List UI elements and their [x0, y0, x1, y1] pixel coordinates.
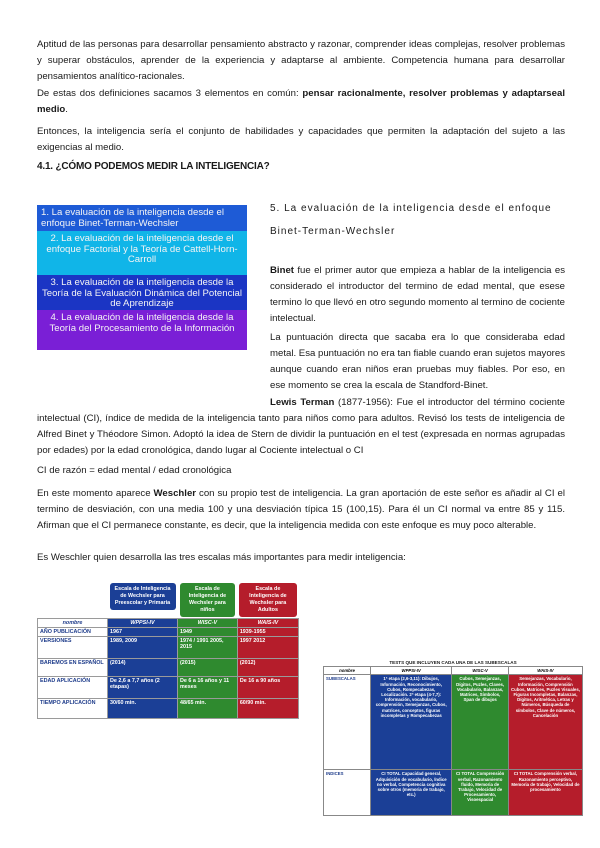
table1-cell: 1939-1955 [237, 628, 298, 637]
table1-cell: (2012) [237, 659, 298, 677]
table2-title: TESTS QUE INCLUYEN CADA UNA DE LAS SUBESCALAS [389, 660, 517, 665]
table1-cell: (2014) [108, 659, 178, 677]
table1-row-label: BAREMOS EN ESPAÑOL [38, 659, 108, 677]
table2-indices-label: INDICES [324, 770, 371, 816]
table1-name-wisc: WISC-V [178, 619, 238, 628]
table1-name-label: nombre [38, 619, 108, 628]
table1-row-label: TIEMPO APLICACIÓN [38, 699, 108, 719]
table1-header-2 [178, 582, 238, 619]
subsection-title-line1: 5. La evaluación de la inteligencia desde el enfoque [270, 203, 552, 214]
weschler-name: Weschler [153, 488, 197, 499]
table2-name-wisc: WISC-V [452, 667, 509, 675]
table2-name-wais: WAIS-IV [508, 667, 582, 675]
approach-item-1: 1. La evaluación de la inteligencia desde el enfoque Binet-Terman-Wechsler [37, 205, 247, 231]
terman-paragraph [37, 395, 565, 459]
table1-cell: 30/60 min. [108, 699, 178, 719]
table2-cell: CI TOTAL Comprensión verbal, Razonamiento fluido, Memoria de Trabajo, Velocidad de Procesamiento, Visoespacial [452, 770, 509, 816]
elements-paragraph [37, 86, 565, 118]
table2-cell: CI TOTAL Comprensión verbal, Razonamiento perceptivo, Memoria de trabajo, Velocidad de procesamiento [508, 770, 582, 816]
table1-cell: 48/65 min. [178, 699, 238, 719]
approach-stack [37, 205, 247, 350]
table2-subescalas-label: SUBESCALAS [324, 675, 371, 770]
weschler-text: con su propio test de inteligencia. La gran aportación de este señor es añadir al CI el termino de desviación, con una media 100 y una desviación típica 15 (100,15). Para él un CI normal va entre 85 y 115. Afirman que el CI permanece constante, es decir, que la inteligencia medida con este enfoque es muy poco alterable. [37, 488, 565, 531]
header-wppsi: Escala de Inteligencia de Wechsler para Preescolar y Primaria [110, 583, 176, 610]
table2-cell: 1ª etapa (2,6-3,11): Dibujos, Información, Reconocimiento, Cubos, Rompecabezas, Localización. 2ª etapa (4-7,7): Información, vocabulario, comprensión, Semejanzas, Cubos, matrices, conceptos, figuras incompletas y Rompecabezas [371, 675, 452, 770]
table2-name-wppsi: WPPSI-IV [371, 667, 452, 675]
table1-name-wppsi: WPPSI-IV [108, 619, 178, 628]
section-heading: 4.1. ¿CÓMO PODEMOS MEDIR LA INTELIGENCIA? [37, 161, 270, 172]
table1-cell: 1949 [178, 628, 238, 637]
terman-name: Lewis Terman [270, 397, 335, 408]
table1-cell: 1997 2012 [237, 637, 298, 659]
table1-row-label: VERSIONES [38, 637, 108, 659]
header-wais: Escala de Inteligencia de Wechsler para Adultos [239, 583, 296, 617]
approach-item-3: 3. La evaluación de la inteligencia desde la Teoría de la Evaluación Dinámica del Potencial de Aprendizaje [37, 275, 247, 310]
binet-name: Binet [270, 265, 294, 276]
weschler-start: En este momento aparece [37, 488, 154, 499]
table1-row-label: AÑO PUBLICACIÓN [38, 628, 108, 637]
conclusion-paragraph: Entonces, la inteligencia sería el conjunto de habilidades y capacidades que permiten la adaptación del sujeto a las exigencias al medio. [37, 126, 565, 153]
table1-cell: 1989, 2009 [108, 637, 178, 659]
binet-text: fue el primer autor que empieza a hablar de la inteligencia es considerado el introductor del termino de edad mental, que esese termino lo que llevó en otro segundo momento al termino de cociente intelectual. [270, 265, 565, 324]
approach-item-4: 4. La evaluación de la inteligencia desde la Teoría del Procesamiento de la Información [37, 310, 247, 350]
table1-cell: 60/90 min. [237, 699, 298, 719]
table1-row-label: EDAD APLICACIÓN [38, 677, 108, 699]
elements-end: . [65, 104, 68, 115]
subsection-title-line2: Binet-Terman-Wechsler [270, 226, 396, 237]
approach-item-2: 2. La evaluación de la inteligencia desde el enfoque Factorial y la Teoría de Cattell-Horn-Carroll [37, 231, 247, 275]
table1-cell: 1967 [108, 628, 178, 637]
puntuacion-paragraph: La puntuación directa que sacaba era lo que consideraba edad metal. Esa puntuación no era tan fiable cuando eran sujetos mayores aunque cuando eran niños eran pruebas muy fiables. Por eso, en ese momento se crea la escala de Standford-Binet. [270, 332, 565, 391]
table2-cell: Cubos, Semejanzas, Dígitos, Puzles, Claves, Vocabulario, Balanzas, Matrices, Símbolos, Span de dibujos [452, 675, 509, 770]
elements-text: De estas dos definiciones sacamos 3 elementos en común: [37, 88, 303, 99]
table1-cell: De 16 a 90 años [237, 677, 298, 699]
intro-paragraph: Aptitud de las personas para desarrollar pensamiento abstracto y razonar, comprender ideas complejas, resolver problemas y superar obstáculos, aprender de la experiencia y adaptarse al ambiente. Competencia humana para desarrollar pensamientos analítico-racionales. [37, 39, 565, 82]
table1-cell: De 2,6 a 7,7 años (2 etapas) [108, 677, 178, 699]
table1-header-3 [237, 582, 298, 619]
table1-header-1 [108, 582, 178, 619]
weschler-paragraph [37, 486, 565, 534]
escalas-line: Es Weschler quien desarrolla las tres escalas más importantes para medir inteligencia: [37, 552, 406, 563]
elements-bold: pensar racionalmente, resolver problemas y adaptarseal medio [37, 88, 565, 115]
terman-text: (1877-1956): Fue el introductor del término cociente intelectual (CI), índice de medida de la inteligencia tanto para niños como para adultos. Revisó los tests de inteligencia de Alfred Binet y Théodore Simon. Adoptó la idea de Stern de dividir la puntuación en el test (expresada en normas agrupadas por edades) por la edad cronológica, dando lugar al Cociente intelectual o CI [37, 397, 565, 456]
table1-name-wais: WAIS-IV [237, 619, 298, 628]
formula-line: CI de razón = edad mental / edad cronológica [37, 465, 232, 476]
table1-cell: 1974 / 1991 2005, 2015 [178, 637, 238, 659]
table2-cell: CI TOTAL Capacidad general, Adquisición de vocabulario, Índice no verbal, Competencia cognitiva sobre otros (memoria de trabajo, etc.) [371, 770, 452, 816]
table1-header-spacer [38, 582, 108, 619]
header-wisc: Escala de Inteligencia de Wechsler para niños [180, 583, 236, 617]
wechsler-scales-table [37, 582, 299, 719]
table1-cell: (2015) [178, 659, 238, 677]
table2-name-label: nombre [324, 667, 371, 675]
subscales-table [323, 659, 583, 816]
table2-cell: Semejanzas, Vocabulario, Información, Comprensión Cubos, Matrices, Puzles Visuales, Figuras Incompletas, Balanzas, Dígitos, Aritmética, Letras y Números, Búsqueda de símbolos, Clave de números, Cancelación [508, 675, 582, 770]
table1-cell: De 6 a 16 años y 11 meses [178, 677, 238, 699]
binet-paragraph [270, 263, 565, 327]
